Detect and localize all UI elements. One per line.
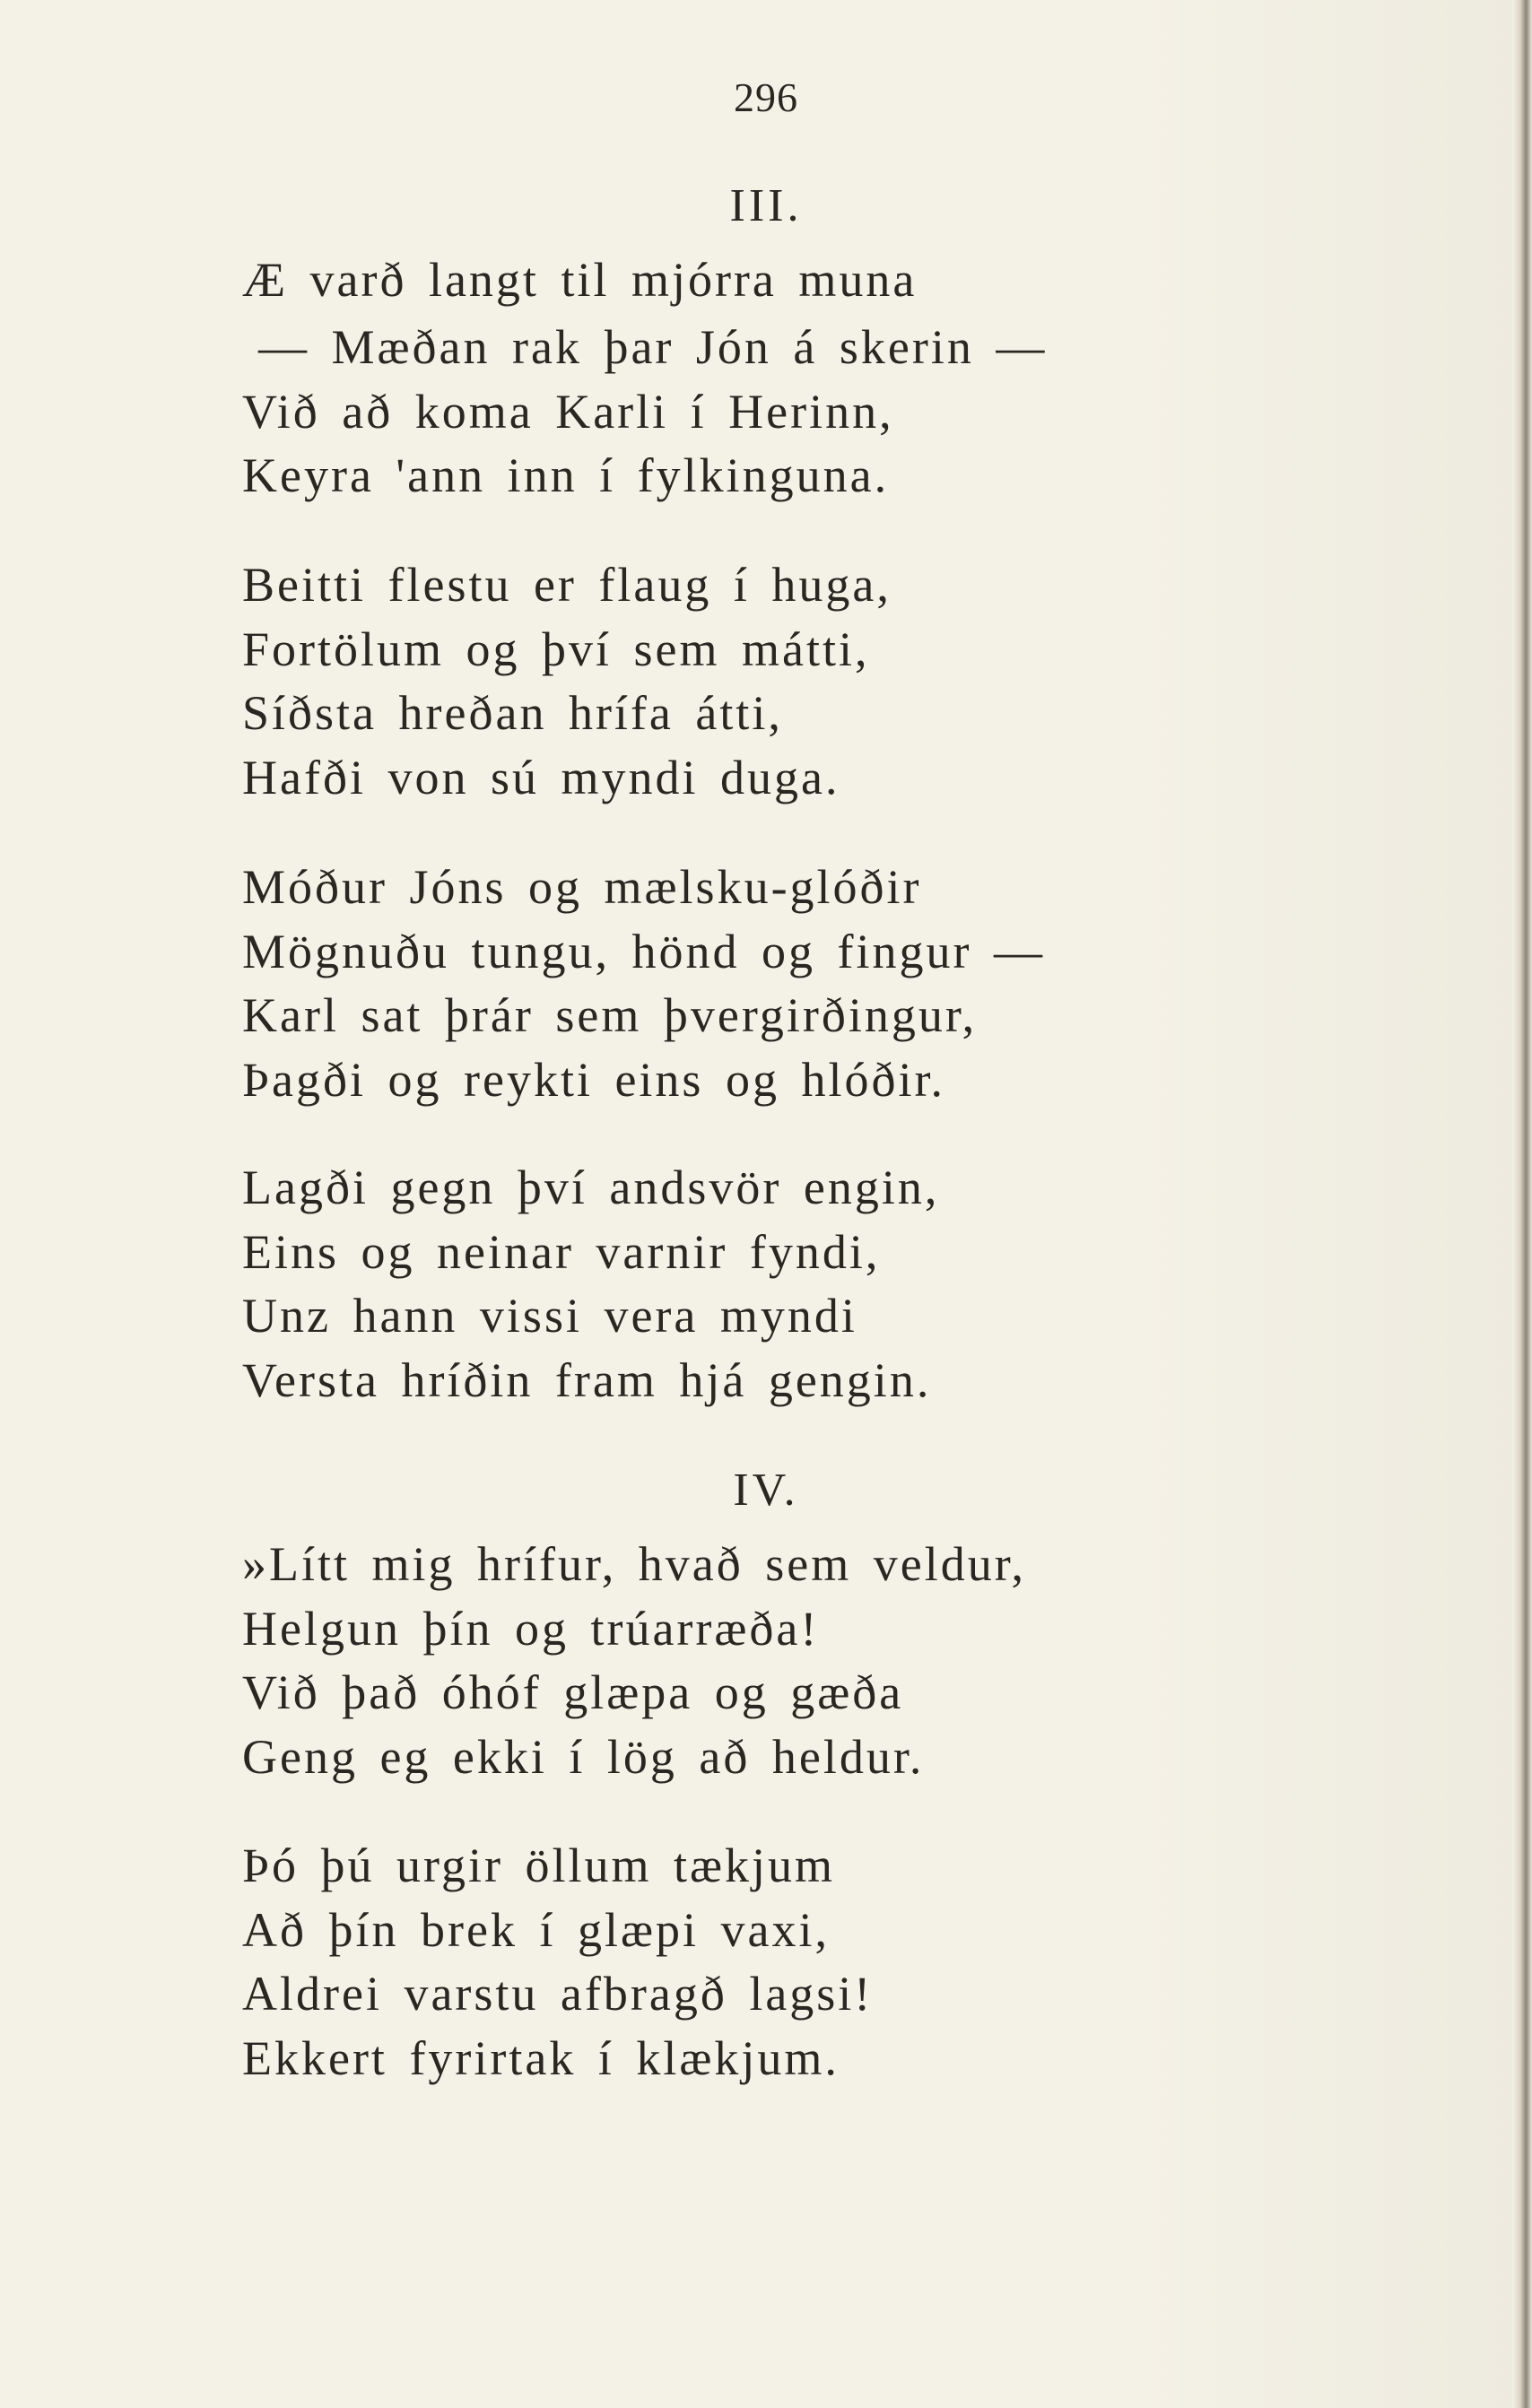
poem-line: Ekkert fyrirtak í klækjum. bbox=[242, 2031, 840, 2085]
poem-line: Síðsta hreðan hrífa átti, bbox=[242, 686, 783, 740]
poem-line: Þó þú urgir öllum tækjum bbox=[242, 1839, 836, 1892]
poem-line: Unz hann vissi vera myndi bbox=[242, 1289, 857, 1343]
poem-line: Aldrei varstu afbragð lagsi! bbox=[242, 1967, 874, 2021]
poem-line: Æ varð langt til mjórra muna bbox=[242, 253, 918, 307]
poem-line: Geng eg ekki í lög að heldur. bbox=[242, 1730, 925, 1784]
poem-line: Keyra 'ann inn í fylkinguna. bbox=[242, 448, 890, 502]
section-heading-iv: IV. bbox=[733, 1465, 799, 1516]
poem-line: Hafði von sú myndi duga. bbox=[242, 751, 840, 804]
poem-line: Mögnuðu tungu, hönd og fingur — bbox=[242, 925, 1045, 978]
poem-line: Versta hríðin fram hjá gengin. bbox=[242, 1353, 932, 1407]
poem-line: Við að koma Karli í Herinn, bbox=[242, 385, 894, 439]
poem-line: Karl sat þrár sem þvergirðingur, bbox=[242, 988, 978, 1042]
poem-line: »Lítt mig hrífur, hvað sem veldur, bbox=[242, 1537, 1027, 1591]
poem-line: — Mæðan rak þar Jón á skerin — bbox=[258, 320, 1048, 374]
poem-line: Þagði og reykti eins og hlóðir. bbox=[242, 1053, 945, 1107]
poem-line: Móður Jóns og mælsku-glóðir bbox=[242, 860, 922, 914]
poem-line: Við það óhóf glæpa og gæða bbox=[242, 1665, 904, 1719]
poem-line: Eins og neinar varnir fyndi, bbox=[242, 1225, 881, 1279]
poem-line: Að þín brek í glæpi vaxi, bbox=[242, 1903, 830, 1957]
poem-line: Lagði gegn því andsvör engin, bbox=[242, 1161, 940, 1214]
poem-line: Helgun þín og trúarræða! bbox=[242, 1602, 820, 1656]
poem-line: Beitti flestu er flaug í huga, bbox=[242, 558, 892, 612]
poem-line: Fortölum og því sem mátti, bbox=[242, 622, 870, 676]
page-number: 296 bbox=[734, 74, 798, 120]
show-through-shadow bbox=[1136, 0, 1512, 2408]
page-edge bbox=[1512, 0, 1532, 2408]
section-heading-iii: III. bbox=[729, 180, 803, 231]
